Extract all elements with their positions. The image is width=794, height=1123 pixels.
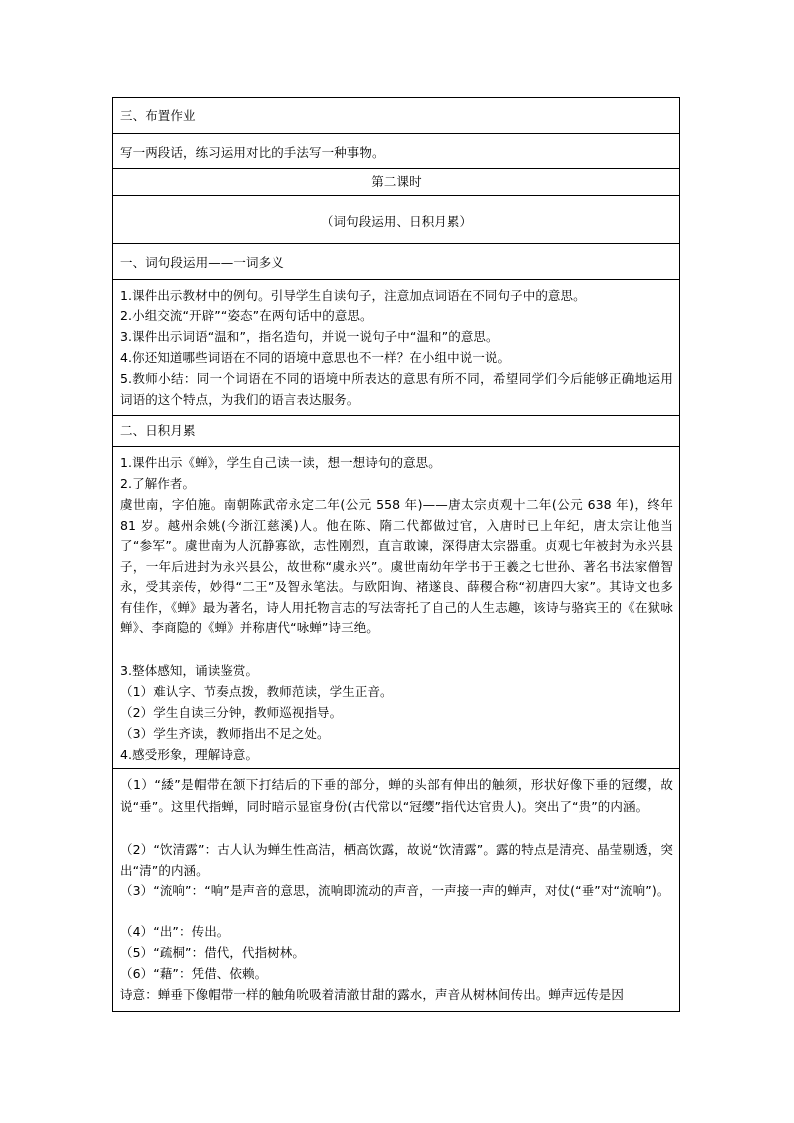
lesson-title: 第二课时 xyxy=(371,174,422,189)
part-two-heading: 二、日积月累 xyxy=(120,423,196,438)
row-divider xyxy=(113,768,679,769)
list-item: 1.课件出示教材中的例句。引导学生自读句子，注意加点词语在不同句子中的意思。 xyxy=(120,288,586,303)
note-3: （3）“流响”：“响”是声音的意思，流响即流动的声音，一声接一声的蝉声，对仗(“垂”对“流响”)。 xyxy=(120,883,670,898)
part-one-heading: 一、词句段运用——一词多义 xyxy=(120,255,284,270)
lesson-subtitle: （词句段运用、日积月累） xyxy=(320,214,473,229)
row-divider xyxy=(113,133,679,134)
lesson-plan-table xyxy=(112,97,680,1012)
row-divider xyxy=(113,168,679,169)
row-divider xyxy=(113,243,679,244)
list-item: （1）难认字、节奏点拨，教师范读，学生正音。 xyxy=(120,684,393,699)
note-1: （1）“緌”是帽带在颔下打结后的下垂的部分，蝉的头部有伸出的触须，形状好像下垂的冠缨，故说“垂”。这里代指蝉，同时暗示显宦身份(古代常以“冠缨”指代达官贵人)。突出了“贵”的内涵。 xyxy=(120,777,673,814)
note-2: （2）“饮清露”：古人认为蝉生性高洁，栖高饮露，故说“饮清露”。露的特点是清亮、晶莹剔透，突出“清”的内涵。 xyxy=(120,842,673,878)
note-4: （4）“出”：传出。 xyxy=(120,924,230,939)
homework-text: 写一两段话，练习运用对比的手法写一种事物。 xyxy=(120,145,385,160)
row-divider xyxy=(113,195,679,196)
list-item: 5.教师小结：同一个词语在不同的语境中所表达的意思有所不同，希望同学们今后能够正确地运用词语的这个特点，为我们的语言表达服务。 xyxy=(120,371,673,407)
step-4: 4.感受形象，理解诗意。 xyxy=(120,747,259,762)
list-item: 3.课件出示词语“温和”，指名造句，并说一说句子中“温和”的意思。 xyxy=(120,329,499,344)
row-divider xyxy=(113,446,679,447)
list-item: 2.小组交流“开辟”“姿态”在两句话中的意思。 xyxy=(120,308,373,323)
list-item: （3）学生齐读，教师指出不足之处。 xyxy=(120,726,330,741)
list-item: 4.你还知道哪些词语在不同的语境中意思也不一样？在小组中说一说。 xyxy=(120,350,511,365)
row-divider xyxy=(113,279,679,280)
step-1: 1.课件出示《蝉》，学生自己读一读，想一想诗句的意思。 xyxy=(120,455,441,470)
note-5: （5）“疏桐”：借代，代指树林。 xyxy=(120,945,306,960)
step-2: 2.了解作者。 xyxy=(120,476,196,491)
note-6: （6）“藉”：凭借、依赖。 xyxy=(120,966,268,981)
author-bio: 虞世南，字伯施。南朝陈武帝永定二年(公元 558 年)——唐太宗贞观十二年(公元 638 年)，终年 81 岁。越州余姚(今浙江慈溪)人。他在陈、隋二代都做过官，入唐时已上年纪，唐太宗让他当了“参军”。虞世南为人沉静寡欲，志性刚烈，直言敢谏，深得唐太宗器重。贞观七年被封为永兴县子，一年后进封为永兴县公，故世称“虞永兴”。虞世南幼年学书于王羲之七世孙、著名书法家僧智永，受其亲传，妙得“二王”及智永笔法。与欧阳询、褚遂良、薛稷合称“初唐四大家”。其诗文也多有佳作，《蝉》最为著名，诗人用托物言志的写法寄托了自己的人生志趣，该诗与骆宾王的《在狱咏蝉》、李商隐的《蝉》并称唐代“咏蝉”诗三绝。 xyxy=(120,497,673,635)
row-divider xyxy=(113,415,679,416)
section-three-heading: 三、布置作业 xyxy=(120,108,196,123)
step-3: 3.整体感知，诵读鉴赏。 xyxy=(120,663,259,678)
list-item: （2）学生自读三分钟，教师巡视指导。 xyxy=(120,705,343,720)
poem-meaning: 诗意：蝉垂下像帽带一样的触角吮吸着清澈甘甜的露水，声音从树林间传出。蝉声远传是因 xyxy=(120,987,625,1002)
